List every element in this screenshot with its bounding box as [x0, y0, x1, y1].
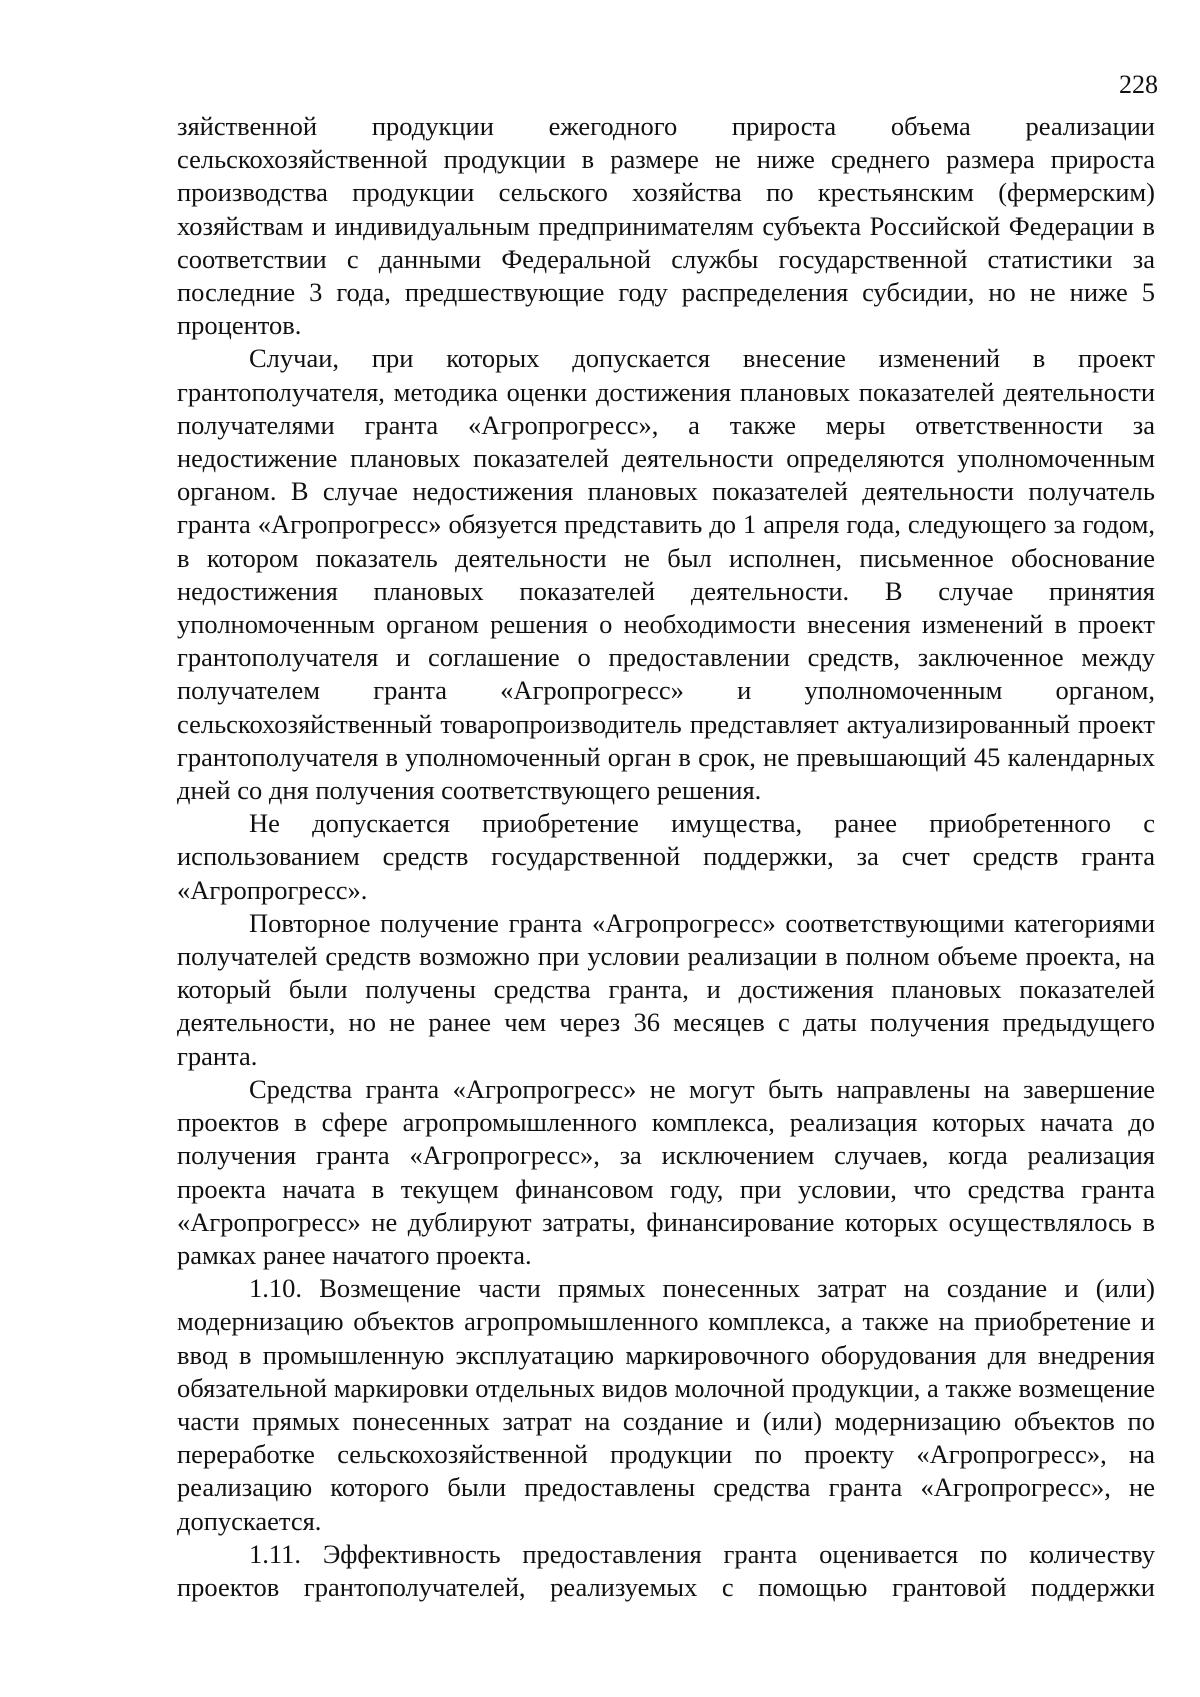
paragraph-1-11: 1.11. Эффективность предоставления гранта оценивается по количеству проектов грантополучателей, реализуемых с помощью грантовой поддержки [177, 1538, 1155, 1602]
paragraph-grant-funds-use: Средства гранта «Агропрогресс» не могут быть направлены на завершение проектов в сфере агропромышленного комплекса, реализация которых начата до получения гранта «Агропрогресс», за исключением случаев, когда реализация проекта начата в текущем финансовом году, при условии, что средства гранта «Агропрогресс» не дублируют затраты, финансирование которых осуществлялось в рамках ранее начатого проекта. [177, 1073, 1155, 1270]
paragraph-continuation: зяйственной продукции ежегодного прироста объема реализации сельскохозяйственной продукции в размере не ниже среднего размера прироста производства продукции сельского хозяйства по крестьянским (фермерским) хозяйствам и индивидуальным предпринимателям субъекта Российской Федерации в соответствии с данными Федеральной службы государственной статистики за последние 3 года, предшествующие году распределения субсидии, но не ниже 5 процентов. [177, 111, 1155, 341]
document-body [177, 110, 1155, 1604]
paragraph-repeat-grant: Повторное получение гранта «Агропрогресс» соответствующими категориями получателей средств возможно при условии реализации в полном объеме проекта, на который были получены средства гранта, и достижения плановых показателей деятельности, но не ранее чем через 36 месяцев с даты получения предыдущего гранта. [177, 907, 1155, 1071]
paragraph-1-10: 1.10. Возмещение части прямых понесенных затрат на создание и (или) модернизацию объектов агропромышленного комплекса, а также на приобретение и ввод в промышленную эксплуатацию маркировочного оборудования для внедрения обязательной маркировки отдельных видов молочной продукции, а также возмещение части прямых понесенных затрат на создание и (или) модернизацию объектов по переработке сельскохозяйственной продукции по проекту «Агропрогресс», на реализацию которого были предоставлены средства гранта «Агропрогресс», не допускается. [177, 1273, 1155, 1536]
page-number: 228 [1119, 70, 1158, 99]
paragraph-property-restriction: Не допускается приобретение имущества, ранее приобретенного с использованием средств государственной поддержки, за счет средств гранта «Агропрогресс». [177, 808, 1155, 905]
paragraph-grant-changes: Случаи, при которых допускается внесение изменений в проект грантополучателя, методика оценки достижения плановых показателей деятельности получателями гранта «Агропрогресс», а также меры ответственности за недостижение плановых показателей деятельности определяются уполномоченным органом. В случае недостижения плановых показателей деятельности получатель гранта «Агропрогресс» обязуется представить до 1 апреля года, следующего за годом, в котором показатель деятельности не был исполнен, письменное обоснование недостижения плановых показателей деятельности. В случае принятия уполномоченным органом решения о необходимости внесения изменений в проект грантополучателя и соглашение о предоставлении средств, заключенное между получателем гранта «Агропрогресс» и уполномоченным органом, сельскохозяйственный товаропроизводитель представляет актуализированный проект грантополучателя в уполномоченный орган в срок, не превышающий 45 календарных дней со дня получения соответствующего решения. [177, 343, 1155, 806]
